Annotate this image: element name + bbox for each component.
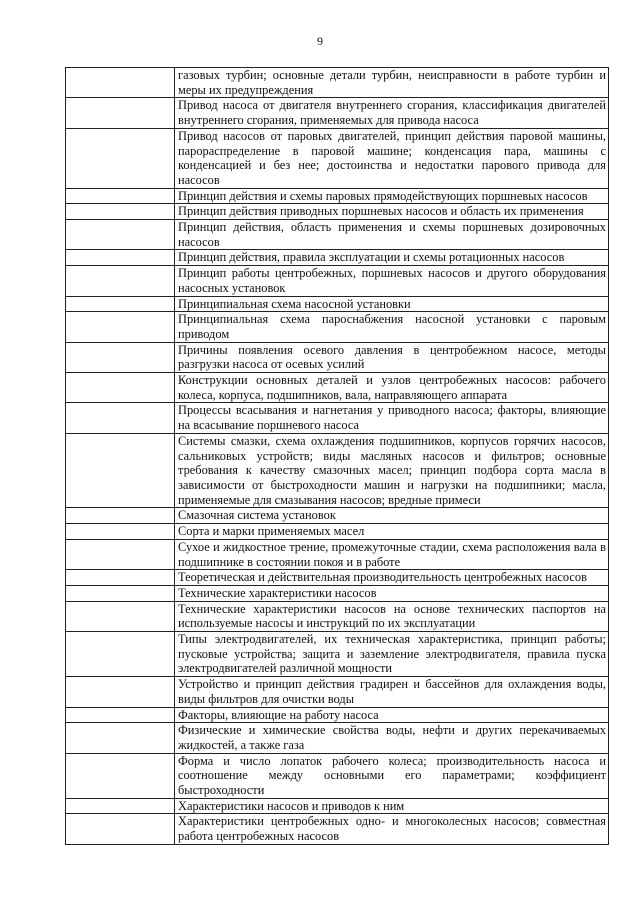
empty-left-cell — [66, 753, 175, 798]
topic-cell: Привод насосов от паровых двигателей, принцип действия паровой машины, парораспределение в паровой машине; конденсация пара, машины с конденсацией и без нее; достоинства и недостатки парового привода для насосов — [175, 128, 609, 188]
empty-left-cell — [66, 707, 175, 723]
table-row — [66, 677, 609, 707]
table-row — [66, 601, 609, 631]
topic-cell: Форма и число лопаток рабочего колеса; производительность насоса и соотношение между основными его параметрами; коэффициент быстроходности — [175, 753, 609, 798]
empty-left-cell — [66, 68, 175, 98]
topics-table-body — [66, 68, 609, 845]
empty-left-cell — [66, 342, 175, 372]
topic-cell: Физические и химические свойства воды, нефти и других перекачиваемых жидкостей, а также газа — [175, 723, 609, 753]
empty-left-cell — [66, 814, 175, 844]
empty-left-cell — [66, 632, 175, 677]
topic-cell: Принцип действия, правила эксплуатации и схемы ротационных насосов — [175, 250, 609, 266]
table-row — [66, 753, 609, 798]
empty-left-cell — [66, 373, 175, 403]
table-row — [66, 220, 609, 250]
table-row — [66, 98, 609, 128]
table-row — [66, 266, 609, 296]
topic-cell: Устройство и принцип действия градирен и бассейнов для охлаждения воды, виды фильтров для очистки воды — [175, 677, 609, 707]
empty-left-cell — [66, 188, 175, 204]
table-row — [66, 204, 609, 220]
empty-left-cell — [66, 204, 175, 220]
topic-cell: Сухое и жидкостное трение, промежуточные стадии, схема расположения вала в подшипнике в состоянии покоя и в работе — [175, 539, 609, 569]
topic-cell: Принцип действия и схемы паровых прямодействующих поршневых насосов — [175, 188, 609, 204]
topic-cell: Принцип действия приводных поршневых насосов и область их применения — [175, 204, 609, 220]
topic-cell: Причины появления осевого давления в центробежном насосе, методы разгрузки насоса от осевых усилий — [175, 342, 609, 372]
topic-cell: Привод насоса от двигателя внутреннего сгорания, классификация двигателей внутреннего сгорания, применяемых для привода насоса — [175, 98, 609, 128]
topics-table — [65, 67, 609, 845]
topic-cell: Технические характеристики насосов на основе технических паспортов на используемые насосы и инструкций по их эксплуатации — [175, 601, 609, 631]
empty-left-cell — [66, 98, 175, 128]
table-row — [66, 539, 609, 569]
empty-left-cell — [66, 508, 175, 524]
table-row — [66, 585, 609, 601]
table-row — [66, 373, 609, 403]
topic-cell: Принципиальная схема насосной установки — [175, 296, 609, 312]
topic-cell: Системы смазки, схема охлаждения подшипников, корпусов горячих насосов, сальниковых устройств; виды масляных насосов и фильтров; основные требования к качеству смазочных масел; принцип подбора сорта масла в зависимости от быстроходности машин и нагрузки на подшипники; масла, применяемые для смазывания насосов; вредные примеси — [175, 433, 609, 508]
empty-left-cell — [66, 570, 175, 586]
topic-cell: Теоретическая и действительная производительность центробежных насосов — [175, 570, 609, 586]
table-row — [66, 570, 609, 586]
topic-cell: Процессы всасывания и нагнетания у приводного насоса; факторы, влияющие на всасывание поршневого насоса — [175, 403, 609, 433]
topic-cell: Принцип работы центробежных, поршневых насосов и другого оборудования насосных установок — [175, 266, 609, 296]
topic-cell: Принцип действия, область применения и схемы поршневых дозировочных насосов — [175, 220, 609, 250]
topic-cell: Конструкции основных деталей и узлов центробежных насосов: рабочего колеса, корпуса, подшипников, вала, направляющего аппарата — [175, 373, 609, 403]
table-row — [66, 798, 609, 814]
topic-cell: Характеристики центробежных одно- и многоколесных насосов; совместная работа центробежных насосов — [175, 814, 609, 844]
topic-cell: Технические характеристики насосов — [175, 585, 609, 601]
empty-left-cell — [66, 798, 175, 814]
topic-cell: Факторы, влияющие на работу насоса — [175, 707, 609, 723]
topic-cell: Принципиальная схема пароснабжения насосной установки с паровым приводом — [175, 312, 609, 342]
topic-cell: Смазочная система установок — [175, 508, 609, 524]
table-row — [66, 250, 609, 266]
table-row — [66, 128, 609, 188]
empty-left-cell — [66, 539, 175, 569]
topic-cell: Характеристики насосов и приводов к ним — [175, 798, 609, 814]
table-row — [66, 68, 609, 98]
empty-left-cell — [66, 524, 175, 540]
table-row — [66, 814, 609, 844]
empty-left-cell — [66, 601, 175, 631]
table-row — [66, 433, 609, 508]
empty-left-cell — [66, 250, 175, 266]
empty-left-cell — [66, 403, 175, 433]
empty-left-cell — [66, 266, 175, 296]
empty-left-cell — [66, 723, 175, 753]
topic-cell: Сорта и марки применяемых масел — [175, 524, 609, 540]
table-row — [66, 342, 609, 372]
table-row — [66, 723, 609, 753]
table-row — [66, 188, 609, 204]
empty-left-cell — [66, 312, 175, 342]
empty-left-cell — [66, 128, 175, 188]
table-row — [66, 403, 609, 433]
empty-left-cell — [66, 677, 175, 707]
topic-cell: Типы электродвигателей, их техническая характеристика, принцип работы; пусковые устройства; защита и заземление электродвигателя, правила пуска электродвигателей различной мощности — [175, 632, 609, 677]
table-row — [66, 296, 609, 312]
table-row — [66, 707, 609, 723]
table-row — [66, 508, 609, 524]
empty-left-cell — [66, 433, 175, 508]
empty-left-cell — [66, 220, 175, 250]
empty-left-cell — [66, 585, 175, 601]
page-number: 9 — [317, 34, 323, 48]
topic-cell: газовых турбин; основные детали турбин, неисправности в работе турбин и меры их предупреждения — [175, 68, 609, 98]
empty-left-cell — [66, 296, 175, 312]
table-row — [66, 524, 609, 540]
table-row — [66, 632, 609, 677]
table-row — [66, 312, 609, 342]
